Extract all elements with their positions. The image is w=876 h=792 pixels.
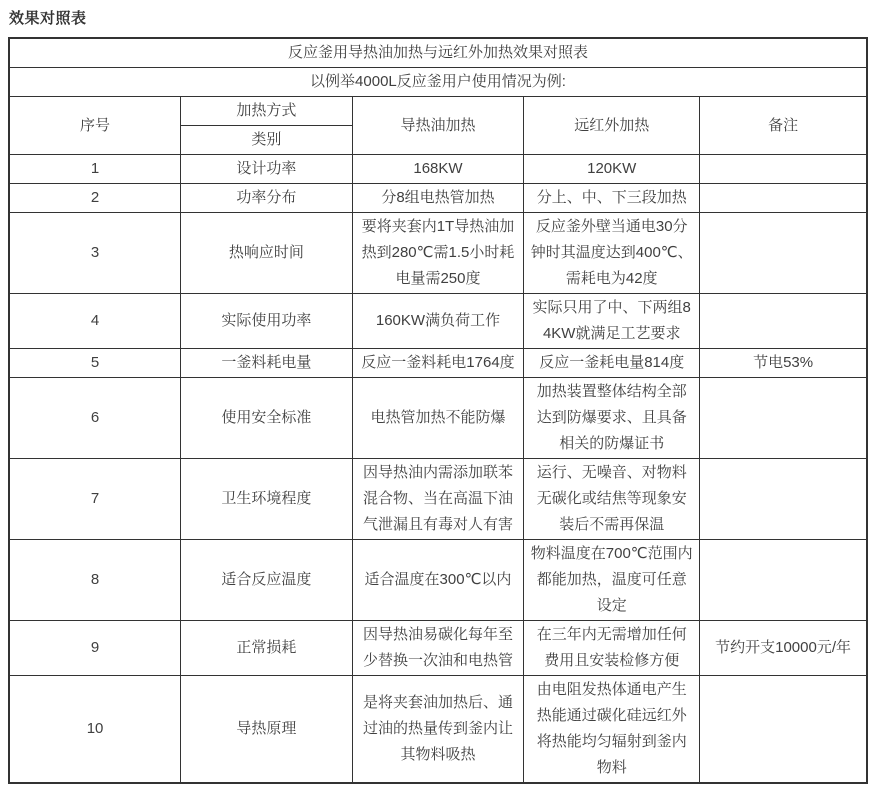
cell-note: 节电53% xyxy=(700,349,867,378)
cell-infrared: 反应釜外壁当通电30分钟时其温度达到400℃、需耗电为42度 xyxy=(524,213,700,294)
header-method: 加热方式 xyxy=(181,97,353,126)
table-row xyxy=(9,621,867,676)
cell-note xyxy=(700,213,867,294)
cell-oil: 因导热油内需添加联苯混合物、当在高温下油气泄漏且有毒对人有害 xyxy=(352,459,524,540)
cell-note xyxy=(700,294,867,349)
cell-note xyxy=(700,676,867,784)
cell-infrared: 分上、中、下三段加热 xyxy=(524,184,700,213)
table-subtitle: 以例举4000L反应釜用户使用情况为例: xyxy=(9,68,867,97)
cell-category: 卫生环境程度 xyxy=(181,459,353,540)
cell-serial: 9 xyxy=(9,621,181,676)
cell-serial: 2 xyxy=(9,184,181,213)
header-category: 类别 xyxy=(181,126,353,155)
cell-serial: 8 xyxy=(9,540,181,621)
table-row xyxy=(9,349,867,378)
cell-serial: 3 xyxy=(9,213,181,294)
cell-infrared: 在三年内无需增加任何费用且安装检修方便 xyxy=(524,621,700,676)
cell-serial: 10 xyxy=(9,676,181,784)
table-row xyxy=(9,459,867,540)
cell-category: 导热原理 xyxy=(181,676,353,784)
cell-note xyxy=(700,378,867,459)
cell-category: 功率分布 xyxy=(181,184,353,213)
cell-oil: 168KW xyxy=(352,155,524,184)
cell-note: 节约开支10000元/年 xyxy=(700,621,867,676)
table-row xyxy=(9,294,867,349)
cell-infrared: 由电阻发热体通电产生热能通过碳化硅远红外将热能均匀辐射到釜内物料 xyxy=(524,676,700,784)
cell-oil: 分8组电热管加热 xyxy=(352,184,524,213)
table-row xyxy=(9,184,867,213)
cell-note xyxy=(700,459,867,540)
cell-category: 设计功率 xyxy=(181,155,353,184)
cell-infrared: 运行、无噪音、对物料无碳化或结焦等现象安装后不需再保温 xyxy=(524,459,700,540)
cell-serial: 7 xyxy=(9,459,181,540)
cell-category: 实际使用功率 xyxy=(181,294,353,349)
cell-infrared: 加热装置整体结构全部达到防爆要求、且具备相关的防爆证书 xyxy=(524,378,700,459)
cell-serial: 1 xyxy=(9,155,181,184)
header-infrared: 远红外加热 xyxy=(524,97,700,155)
header-row-top xyxy=(9,97,867,126)
table-title-row xyxy=(9,38,867,68)
cell-infrared: 实际只用了中、下两组84KW就满足工艺要求 xyxy=(524,294,700,349)
page-title: 效果对照表 xyxy=(9,10,87,27)
cell-infrared: 物料温度在700℃范围内都能加热，温度可任意设定 xyxy=(524,540,700,621)
cell-oil: 因导热油易碳化每年至少替换一次油和电热管 xyxy=(352,621,524,676)
cell-oil: 反应一釜料耗电1764度 xyxy=(352,349,524,378)
cell-infrared: 120KW xyxy=(524,155,700,184)
cell-serial: 6 xyxy=(9,378,181,459)
table-row xyxy=(9,378,867,459)
cell-oil: 适合温度在300℃以内 xyxy=(352,540,524,621)
header-note: 备注 xyxy=(700,97,867,155)
table-subtitle-row xyxy=(9,68,867,97)
cell-category: 一釜料耗电量 xyxy=(181,349,353,378)
cell-oil: 电热管加热不能防爆 xyxy=(352,378,524,459)
header-serial: 序号 xyxy=(9,97,181,155)
cell-serial: 5 xyxy=(9,349,181,378)
table-row xyxy=(9,155,867,184)
table-title: 反应釜用导热油加热与远红外加热效果对照表 xyxy=(9,38,867,68)
table-row xyxy=(9,676,867,784)
cell-note xyxy=(700,540,867,621)
table-row xyxy=(9,540,867,621)
cell-oil: 160KW满负荷工作 xyxy=(352,294,524,349)
table-row xyxy=(9,213,867,294)
cell-serial: 4 xyxy=(9,294,181,349)
cell-note xyxy=(700,155,867,184)
cell-category: 使用安全标准 xyxy=(181,378,353,459)
cell-note xyxy=(700,184,867,213)
comparison-table xyxy=(8,37,868,784)
cell-category: 热响应时间 xyxy=(181,213,353,294)
cell-oil: 是将夹套油加热后、通过油的热量传到釜内让其物料吸热 xyxy=(352,676,524,784)
cell-oil: 要将夹套内1T导热油加热到280℃需1.5小时耗电量需250度 xyxy=(352,213,524,294)
cell-category: 适合反应温度 xyxy=(181,540,353,621)
header-oil: 导热油加热 xyxy=(352,97,524,155)
cell-category: 正常损耗 xyxy=(181,621,353,676)
cell-infrared: 反应一釜耗电量814度 xyxy=(524,349,700,378)
